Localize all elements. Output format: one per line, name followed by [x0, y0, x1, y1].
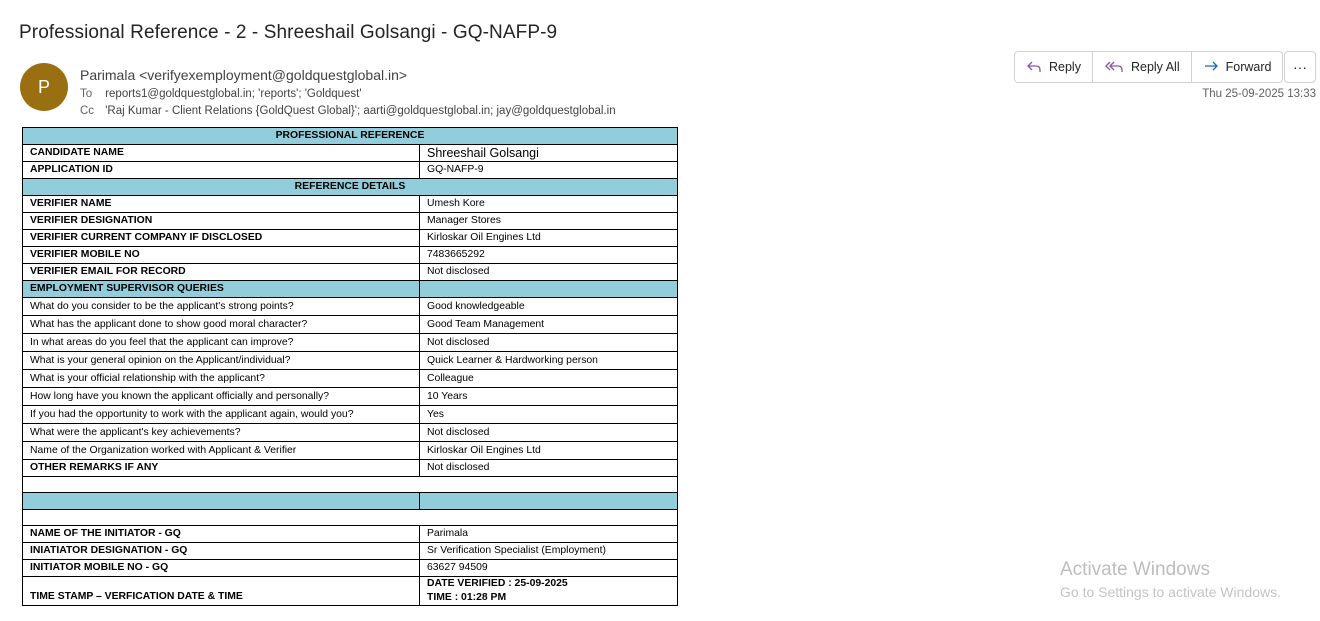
row-label: INIATIATOR DESIGNATION - GQ — [23, 543, 420, 560]
empty-row — [23, 510, 678, 526]
email-subject: Professional Reference - 2 - Shreeshail Golsangi - GQ-NAFP-9 — [19, 22, 558, 43]
to-recipients[interactable]: reports1@goldquestglobal.in; 'reports'; 'Goldquest' — [105, 88, 362, 100]
table-row — [23, 298, 678, 316]
activate-windows-title: Activate Windows — [1060, 559, 1210, 580]
query-answer: Yes — [420, 406, 678, 424]
reply-icon — [1026, 60, 1042, 74]
reply-all-icon — [1104, 60, 1124, 74]
row-label: VERIFIER DESIGNATION — [23, 213, 420, 230]
application-id: GQ-NAFP-9 — [420, 162, 678, 179]
query-text: If you had the opportunity to work with the applicant again, would you? — [23, 406, 420, 424]
section-header-row — [23, 281, 678, 298]
forward-button[interactable] — [1192, 52, 1283, 82]
query-answer: Not disclosed — [420, 424, 678, 442]
table-row — [23, 264, 678, 281]
row-value: Manager Stores — [420, 213, 678, 230]
row-value: 63627 94509 — [420, 560, 678, 577]
query-text: Name of the Organization worked with Applicant & Verifier — [23, 442, 420, 460]
table-title-row — [23, 128, 678, 145]
query-answer: Quick Learner & Hardworking person — [420, 352, 678, 370]
query-answer: Colleague — [420, 370, 678, 388]
empty-row — [23, 477, 678, 493]
table-row — [23, 577, 678, 606]
empty-cell — [420, 281, 678, 298]
sender-name[interactable]: Parimala <verifyexemployment@goldquestglobal.in> — [80, 67, 408, 83]
to-label: To — [80, 88, 93, 100]
message-actions — [1014, 51, 1283, 83]
row-label: CANDIDATE NAME — [23, 145, 420, 162]
table-row — [23, 352, 678, 370]
reply-button[interactable] — [1015, 52, 1093, 82]
table-row — [23, 247, 678, 264]
supervisor-queries-header: EMPLOYMENT SUPERVISOR QUERIES — [23, 281, 420, 298]
forward-label: Forward — [1225, 60, 1272, 74]
row-label: OTHER REMARKS IF ANY — [23, 460, 420, 477]
table-row — [23, 406, 678, 424]
candidate-name: Shreeshail Golsangi — [420, 145, 678, 162]
row-value: Sr Verification Specialist (Employment) — [420, 543, 678, 560]
row-value: Not disclosed — [420, 460, 678, 477]
table-row — [23, 196, 678, 213]
table-row — [23, 460, 678, 477]
verification-datetime — [420, 577, 678, 606]
row-value: 7483665292 — [420, 247, 678, 264]
sender-avatar[interactable]: P — [20, 63, 68, 111]
empty-cell — [23, 493, 420, 510]
row-label: INITIATOR MOBILE NO - GQ — [23, 560, 420, 577]
table-row — [23, 334, 678, 352]
row-label: VERIFIER CURRENT COMPANY IF DISCLOSED — [23, 230, 420, 247]
empty-header-row — [23, 493, 678, 510]
reply-all-button[interactable] — [1093, 52, 1192, 82]
row-value: Not disclosed — [420, 264, 678, 281]
row-label: VERIFIER NAME — [23, 196, 420, 213]
more-actions-button[interactable] — [1284, 51, 1316, 83]
row-value: Umesh Kore — [420, 196, 678, 213]
query-answer: Good knowledgeable — [420, 298, 678, 316]
table-row — [23, 560, 678, 577]
row-value: Parimala — [420, 526, 678, 543]
table-row — [23, 162, 678, 179]
query-text: How long have you known the applicant officially and personally? — [23, 388, 420, 406]
table-row — [23, 213, 678, 230]
empty-cell — [420, 493, 678, 510]
table-row — [23, 388, 678, 406]
row-label: TIME STAMP – VERFICATION DATE & TIME — [23, 577, 420, 606]
query-answer: Good Team Management — [420, 316, 678, 334]
date-verified: DATE VERIFIED : 25-09-2025 — [427, 578, 568, 589]
forward-icon — [1203, 60, 1219, 74]
query-text: What has the applicant done to show good moral character? — [23, 316, 420, 334]
cc-label: Cc — [80, 105, 95, 117]
to-recipients-row — [80, 88, 362, 100]
table-row — [23, 526, 678, 543]
empty-cell — [23, 510, 678, 526]
cc-recipients-row — [80, 105, 616, 117]
query-text: What is your general opinion on the Applicant/individual? — [23, 352, 420, 370]
query-text: What do you consider to be the applicant's strong points? — [23, 298, 420, 316]
reply-label: Reply — [1049, 60, 1081, 74]
section-header-row — [23, 179, 678, 196]
received-timestamp: Thu 25-09-2025 13:33 — [1202, 88, 1316, 100]
activate-windows-subtitle[interactable]: Go to Settings to activate Windows. — [1060, 584, 1281, 600]
reply-all-label: Reply All — [1130, 60, 1180, 74]
query-text: What were the applicant's key achievements? — [23, 424, 420, 442]
table-row — [23, 145, 678, 162]
table-row — [23, 370, 678, 388]
reference-details-header: REFERENCE DETAILS — [23, 179, 678, 196]
table-row — [23, 316, 678, 334]
query-answer: Not disclosed — [420, 334, 678, 352]
professional-reference-table — [22, 127, 678, 606]
query-answer: 10 Years — [420, 388, 678, 406]
query-text: What is your official relationship with the applicant? — [23, 370, 420, 388]
cc-recipients[interactable]: 'Raj Kumar - Client Relations {GoldQuest Global}'; aarti@goldquestglobal.in; jay@goldquestglobal.in — [105, 105, 616, 117]
query-text: In what areas do you feel that the applicant can improve? — [23, 334, 420, 352]
query-answer: Kirloskar Oil Engines Ltd — [420, 442, 678, 460]
time-verified: TIME : 01:28 PM — [427, 592, 507, 603]
more-icon: ··· — [1293, 59, 1307, 75]
table-row — [23, 442, 678, 460]
empty-cell — [23, 477, 678, 493]
table-row — [23, 230, 678, 247]
row-value: Kirloskar Oil Engines Ltd — [420, 230, 678, 247]
row-label: NAME OF THE INITIATOR - GQ — [23, 526, 420, 543]
row-label: VERIFIER MOBILE NO — [23, 247, 420, 264]
table-row — [23, 424, 678, 442]
row-label: VERIFIER EMAIL FOR RECORD — [23, 264, 420, 281]
table-row — [23, 543, 678, 560]
row-label: APPLICATION ID — [23, 162, 420, 179]
table-title: PROFESSIONAL REFERENCE — [23, 128, 678, 145]
